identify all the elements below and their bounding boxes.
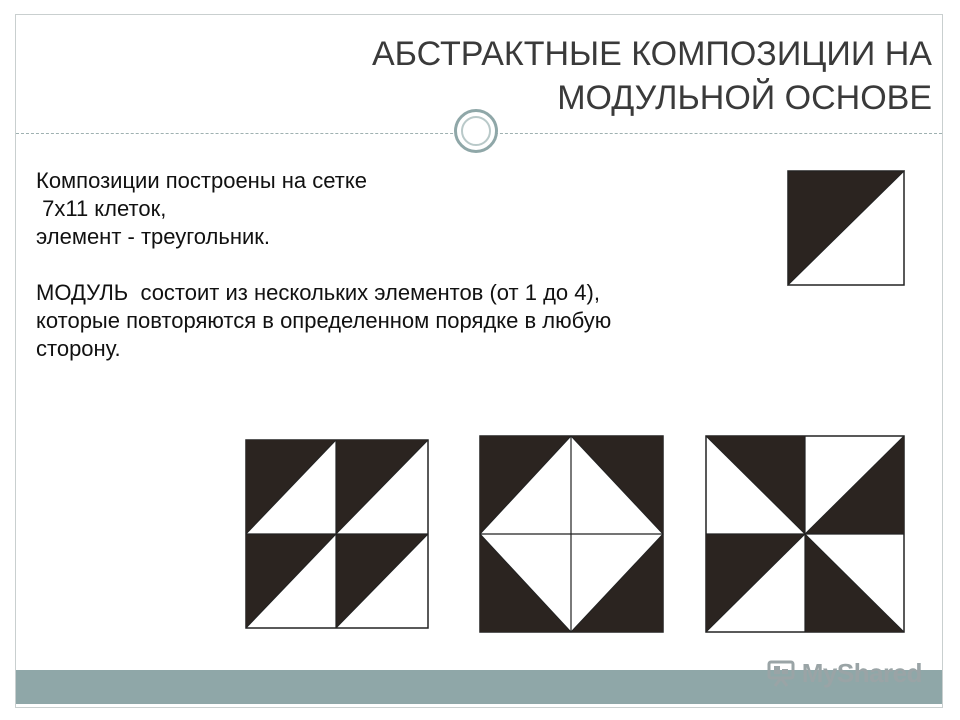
presentation-icon: [766, 658, 796, 688]
watermark-logo: [766, 655, 922, 691]
slide-title: [172, 32, 932, 120]
body-line-2: 7х11 клеток,: [36, 196, 167, 221]
body-line-5: которые повторяются в определенном порядке в любую: [36, 308, 612, 333]
ring-ornament: [454, 109, 498, 153]
watermark-text: MyShared: [801, 657, 922, 688]
body-line-3: элемент - треугольник.: [36, 224, 271, 249]
slide-body: [36, 167, 896, 363]
body-line-6: сторону.: [36, 336, 121, 361]
body-line-1: Композиции построены на сетке: [36, 168, 367, 193]
body-line-4: МОДУЛЬ состоит из нескольких элементов (от 1 до 4),: [36, 280, 600, 305]
module-tile-2: [479, 435, 664, 633]
title-line-1: АБСТРАКТНЫЕ КОМПОЗИЦИИ НА: [372, 35, 932, 73]
element-triangle-tile: [787, 170, 905, 286]
module-tile-3: [705, 435, 905, 633]
module-tile-1: [245, 439, 429, 629]
title-line-2: МОДУЛЬНОЙ ОСНОВЕ: [557, 79, 932, 117]
